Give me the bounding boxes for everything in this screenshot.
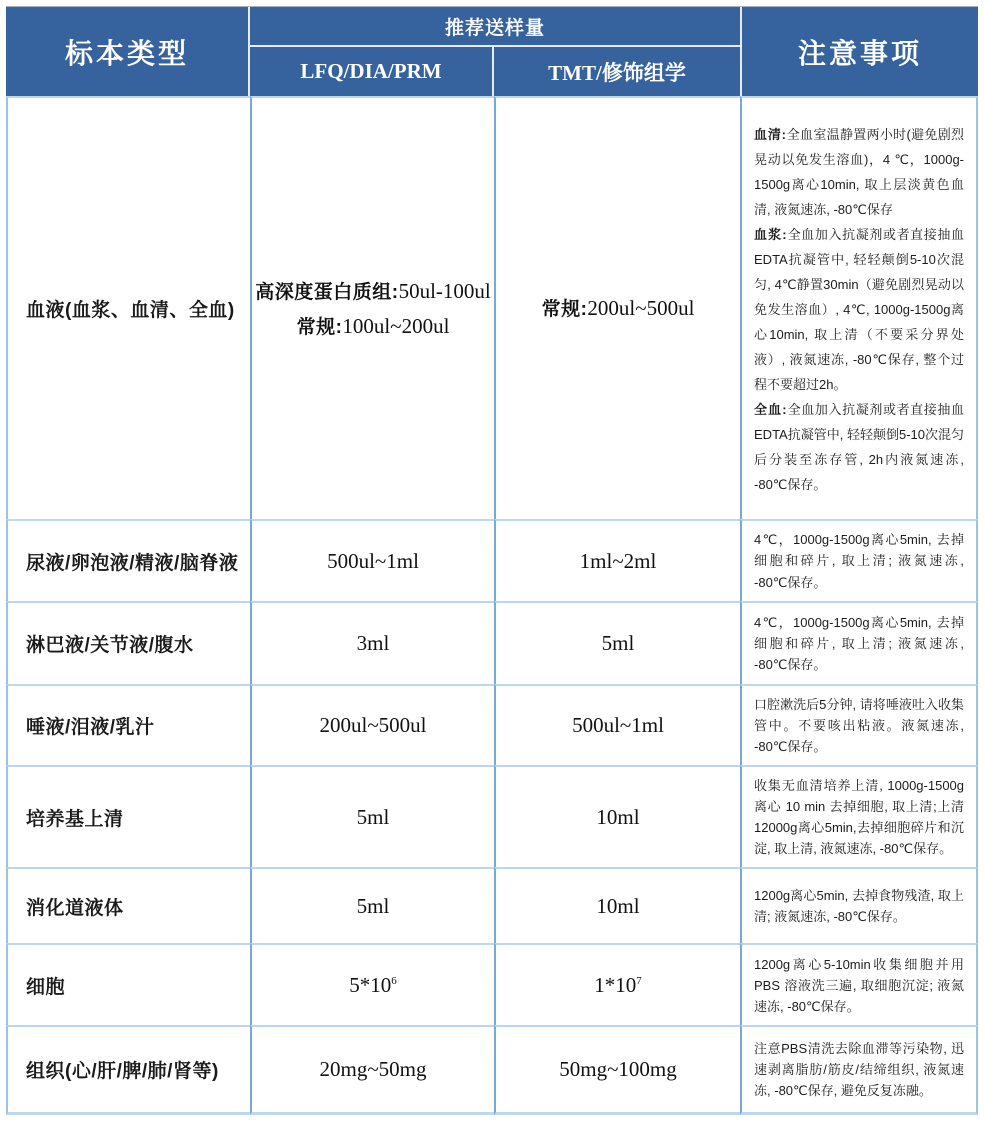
notes-cell: 注意PBS清洗去除血滞等污染物, 迅速剥离脂肪/筋皮/结缔组织, 液氮速冻, -80℃保存, 避免反复冻融。 [740, 1025, 978, 1115]
table-row [6, 1025, 978, 1115]
header-notes: 注意事项 [740, 7, 978, 96]
lfq-volume-cell [250, 765, 494, 867]
header-method-lfq: LFQ/DIA/PRM [250, 47, 494, 96]
table-row-blood [6, 96, 978, 519]
lfq-volume-cell [250, 96, 494, 519]
header-method-tmt: TMT/修饰组学 [494, 47, 740, 96]
header-row-top [6, 7, 978, 47]
note-label: 血清: [754, 127, 787, 143]
lfq-volume-cell [250, 943, 494, 1025]
notes-cell: 收集无血清培养上清, 1000g-1500g离心 10 min 去掉细胞, 取上清;上清12000g离心5min,去掉细胞碎片和沉淀, 取上清, 液氮速冻, -80℃保存。 [740, 765, 978, 867]
tmt-volume-line [497, 291, 739, 326]
note-text: 全血加入抗凝剂或者直接抽血EDTA抗凝管中, 轻轻颠倒5-10次混匀, 4℃静置30min（避免剧烈晃动以免发生溶血）, 4℃, 1000g-1500g离心10min, 取上清（不要采分界处液）, 液氮速冻, -80℃保存, 整个过程不要超过2h。 [754, 227, 965, 392]
volume-value: 50ul-100ul [398, 278, 491, 303]
tmt-volume-cell [494, 943, 740, 1025]
specimen-type-cell: 唾液/泪液/乳汁 [6, 684, 250, 765]
sample-requirements-table-wrapper [6, 6, 978, 1115]
notes-cell: 4℃，1000g-1500g离心5min, 去掉细胞和碎片, 取上清; 液氮速冻, -80℃保存。 [740, 601, 978, 684]
volume-label: 常规: [541, 299, 588, 321]
volume-value: 1ml~2ml [579, 548, 657, 573]
lfq-volume-line [253, 309, 493, 344]
volume-value: 10ml [596, 893, 640, 918]
notes-cell: 1200g离心5min, 去掉食物残渣, 取上清; 液氮速冻, -80℃保存。 [740, 867, 978, 943]
volume-value: 5ml [356, 893, 390, 918]
volume-value: 5ml [356, 804, 390, 829]
specimen-type-cell: 尿液/卵泡液/精液/脑脊液 [6, 519, 250, 601]
lfq-volume-cell [250, 519, 494, 601]
lfq-volume-line [253, 274, 493, 309]
specimen-type-cell: 培养基上清 [6, 765, 250, 867]
note-text: 全血加入抗凝剂或者直接抽血EDTA抗凝管中, 轻轻颠倒5-10次混匀后分装至冻存管, 2h内液氮速冻, -80℃保存。 [754, 401, 965, 492]
lfq-volume-cell [250, 1025, 494, 1115]
note-paragraph-plasma [754, 223, 964, 398]
volume-value: 10ml [596, 804, 640, 829]
volume-value: 50mg~100mg [559, 1057, 677, 1082]
header-specimen-type: 标本类型 [6, 7, 250, 96]
lfq-volume-cell [250, 684, 494, 765]
volume-value: 20mg~50mg [319, 1057, 427, 1082]
note-text: 全血室温静置两小时(避免剧烈晃动以免发生溶血)，4 ℃，1000g-1500g离心10min, 取上层淡黄色血清, 液氮速冻, -80℃保存 [754, 127, 965, 218]
table-row [6, 601, 978, 684]
tmt-volume-cell [494, 1025, 740, 1115]
table-row [6, 519, 978, 601]
header-recommended-volume: 推荐送样量 [250, 7, 740, 47]
volume-label: 高深度蛋白质组: [255, 281, 399, 303]
note-label: 全血: [754, 401, 788, 417]
volume-value: 100ul~200ul [342, 313, 450, 338]
volume-value: 200ul~500ul [319, 713, 427, 738]
specimen-type-cell: 细胞 [6, 943, 250, 1025]
notes-cell: 口腔漱洗后5分钟, 请将唾液吐入收集管中。不要咳出粘液。液氮速冻, -80℃保存。 [740, 684, 978, 765]
notes-cell [740, 96, 978, 519]
table-row [6, 867, 978, 943]
tmt-volume-cell [494, 96, 740, 519]
specimen-type-cell: 淋巴液/关节液/腹水 [6, 601, 250, 684]
notes-cell: 4℃，1000g-1500g离心5min, 去掉细胞和碎片, 取上清; 液氮速冻, -80℃保存。 [740, 519, 978, 601]
tmt-volume-cell [494, 519, 740, 601]
volume-exponent: 6 [391, 974, 397, 987]
tmt-volume-cell [494, 867, 740, 943]
table-row [6, 943, 978, 1025]
tmt-volume-cell [494, 684, 740, 765]
note-paragraph-wholeblood [754, 398, 964, 498]
specimen-type-cell: 消化道液体 [6, 867, 250, 943]
volume-value: 500ul~1ml [572, 713, 664, 738]
note-label: 血浆: [754, 227, 788, 243]
volume-value: 200ul~500ul [587, 296, 695, 321]
note-paragraph-serum [754, 123, 964, 223]
table-row [6, 765, 978, 867]
table-row [6, 684, 978, 765]
volume-value: 1*10 [594, 972, 637, 997]
volume-value: 3ml [356, 631, 390, 655]
volume-value: 5*10 [349, 972, 392, 997]
tmt-volume-cell [494, 601, 740, 684]
volume-value: 5ml [601, 631, 635, 655]
volume-exponent: 7 [636, 974, 642, 987]
sample-requirements-table [6, 7, 978, 1115]
lfq-volume-cell [250, 601, 494, 684]
tmt-volume-cell [494, 765, 740, 867]
specimen-type-cell: 血液(血浆、血清、全血) [6, 96, 250, 519]
lfq-volume-cell [250, 867, 494, 943]
specimen-type-cell: 组织(心/肝/脾/肺/肾等) [6, 1025, 250, 1115]
notes-cell: 1200g离心5-10min收集细胞并用PBS 溶液洗三遍, 取细胞沉淀; 液氮速冻, -80℃保存。 [740, 943, 978, 1025]
volume-value: 500ul~1ml [327, 548, 419, 573]
volume-label: 常规: [296, 316, 343, 338]
